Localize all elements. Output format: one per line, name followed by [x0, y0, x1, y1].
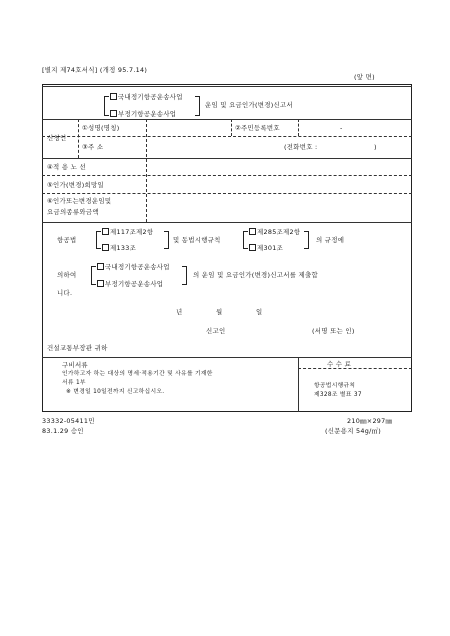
form-code: 33332-05411민: [42, 417, 95, 425]
applicant-sign-label: 신고인: [206, 327, 226, 335]
bracket: [164, 231, 169, 249]
phone-close: ): [374, 143, 377, 151]
fee-line1: 항공법시행규칙: [314, 383, 356, 389]
provision-suffix: 의 규정에: [316, 236, 345, 244]
paper-type: (신문용지 54g/㎡): [325, 427, 382, 435]
row-line: [42, 158, 412, 159]
phone-label: (전화번호 :: [284, 143, 318, 151]
bracket: [304, 231, 309, 249]
form-title: 운임 및 요금인가(변경)신고서: [205, 101, 293, 109]
route-label: ④적 용 노 선: [47, 163, 86, 171]
row-line: [42, 136, 412, 137]
col-line: [78, 119, 79, 158]
applicant-section-label: 신청인: [47, 134, 67, 142]
law-label: 항공법: [57, 236, 77, 244]
row-line: [42, 193, 412, 194]
col-line: [146, 119, 147, 222]
bracket: [182, 266, 187, 285]
row-line: [42, 175, 412, 176]
reason-label-line2: 요금의종류와금액: [47, 208, 99, 216]
row-line: [42, 357, 412, 358]
option-domestic: 국내정기항공운송사업: [97, 263, 170, 270]
article-301-option: 제301조: [249, 244, 283, 251]
effective-date-label: ⑤인가(변경)희망일: [47, 181, 104, 189]
article-133-option: 제133조: [102, 244, 136, 251]
row-line: [42, 119, 412, 120]
route-field[interactable]: [150, 164, 400, 171]
bracket: [96, 231, 101, 249]
reason-label-line1: ⑥인가또는변경운임및: [47, 197, 112, 205]
addressee: 건설교통부장관 귀하: [47, 344, 108, 352]
attachments-line1: 인가하고자 하는 대상의 명세·적용기간 및 사유를 기재한: [62, 371, 213, 377]
attachments-line2: 서류 1부: [62, 380, 86, 386]
date-day: 일: [256, 308, 263, 316]
same-decree-text: 및 동법시행규칙: [173, 236, 221, 244]
title-option-domestic: 국내정기항공운송사업: [110, 93, 183, 100]
article-285-option: 제285조제2항: [249, 228, 300, 235]
according-text: 의하여: [57, 271, 77, 279]
bracket: [243, 231, 248, 249]
paper-size: 210㎜×297㎜: [347, 417, 393, 425]
date-year: 년: [176, 308, 183, 316]
name-label: ①성명(명칭): [82, 124, 120, 132]
resident-no-field[interactable]: -: [340, 124, 343, 132]
effective-date-field[interactable]: [150, 182, 400, 189]
col-line: [231, 119, 232, 136]
fee-heading: 수 수 료: [327, 360, 352, 368]
row-line: [298, 368, 412, 369]
address-label: ③주 소: [82, 143, 104, 151]
reason-field[interactable]: [150, 204, 400, 211]
title-option-nonscheduled: 부정기항공운송사업: [110, 110, 176, 117]
title-bracket-left: [104, 96, 109, 116]
address-field[interactable]: [150, 144, 280, 151]
frame-double-line: [42, 86, 412, 87]
date-month: 월: [216, 308, 223, 316]
resident-no-label: ②주민등록번호: [235, 124, 280, 132]
bracket: [91, 266, 96, 285]
form-number: [별지 제74호서식] (개정 95.7.14): [42, 66, 148, 74]
col-line: [298, 119, 299, 136]
article-117-option: 제117조제2항: [102, 228, 153, 235]
attachments-heading: 구비서류: [62, 361, 88, 369]
col-line: [298, 357, 299, 412]
option-nonscheduled: 부정기항공운송사업: [97, 280, 163, 287]
sign-or-seal-label: (서명 또는 인): [312, 327, 355, 335]
attachments-note: ※ 변경일 10일전까지 신고하십시오.: [66, 389, 165, 395]
page-side-label: (앞 면): [354, 73, 375, 81]
ending-text: 니다.: [57, 289, 73, 297]
approval-date: 83.1.29 승인: [42, 427, 84, 435]
fee-line2: 제328조 별표 37: [314, 392, 362, 398]
title-bracket-right: [195, 96, 200, 116]
submit-text: 의 운임 및 요금인가(변경)신고서를 제출합: [193, 271, 318, 279]
row-line: [42, 222, 412, 223]
